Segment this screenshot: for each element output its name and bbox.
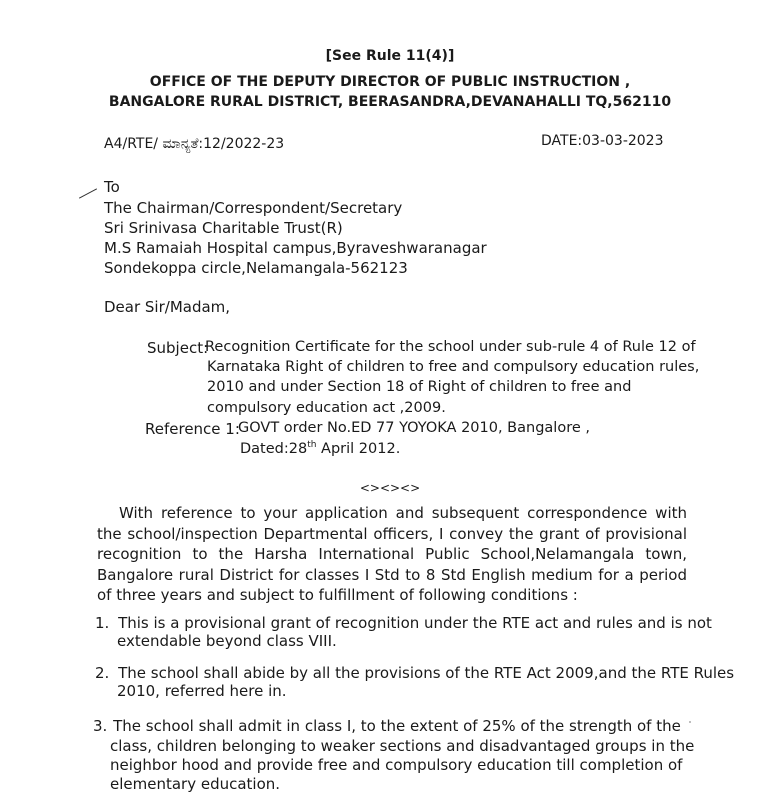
reference-order: GOVT order No.ED 77 YOYOKA 2010, Bangalore , bbox=[238, 420, 590, 436]
condition-continuation: neighbor hood and provide free and compulsory education till completion of bbox=[110, 756, 683, 774]
reference-dated-suffix: April 2012. bbox=[316, 440, 401, 457]
condition-continuation: class, children belonging to weaker sections and disadvantaged groups in the bbox=[110, 737, 695, 755]
tick-mark bbox=[79, 188, 97, 198]
condition-number: 3. bbox=[93, 717, 108, 735]
condition-continuation: elementary education. bbox=[110, 775, 281, 793]
reference-label: Reference 1: bbox=[145, 420, 240, 438]
reference-dated-sup: th bbox=[307, 440, 317, 450]
condition-number: 2. bbox=[95, 664, 110, 682]
letter-date: DATE:03-03-2023 bbox=[541, 133, 664, 149]
addressee-line: The Chairman/Correspondent/Secretary bbox=[104, 199, 403, 217]
subject-line: Recognition Certificate for the school under sub-rule 4 of Rule 12 of bbox=[205, 339, 696, 355]
condition-item bbox=[93, 715, 681, 737]
office-title-line1: OFFICE OF THE DEPUTY DIRECTOR OF PUBLIC INSTRUCTION , bbox=[149, 74, 631, 90]
condition-text: The school shall admit in class I, to the extent of 25% of the strength of the bbox=[113, 717, 681, 735]
reference-dated bbox=[240, 440, 400, 457]
addressee-line: Sri Srinivasa Charitable Trust(R) bbox=[104, 219, 343, 237]
to-label: To bbox=[104, 178, 120, 196]
condition-text: This is a provisional grant of recognition under the RTE act and rules and is not bbox=[118, 614, 712, 632]
scan-speck bbox=[689, 721, 691, 723]
addressee-line: M.S Ramaiah Hospital campus,Byraveshwaranagar bbox=[104, 239, 487, 257]
reference-number: A4/RTE/ ಮಾನ್ಯತೆ:12/2022-23 bbox=[104, 136, 285, 152]
subject-line: Karnataka Right of children to free and compulsory education rules, bbox=[207, 359, 700, 375]
subject-line: 2010 and under Section 18 of Right of children to free and bbox=[207, 379, 632, 395]
rule-reference: [See Rule 11(4)] bbox=[325, 48, 455, 64]
section-separator: <><><> bbox=[359, 481, 421, 495]
salutation: Dear Sir/Madam, bbox=[104, 298, 231, 316]
condition-continuation: 2010, referred here in. bbox=[117, 682, 287, 700]
office-title-line2: BANGALORE RURAL DISTRICT, BEERASANDRA,DEVANAHALLI TQ,562110 bbox=[108, 94, 672, 110]
condition-continuation: extendable beyond class VIII. bbox=[117, 632, 337, 650]
body-paragraph: With reference to your application and subsequent correspondence with the school/inspection Departmental officers, I convey the grant of provisional recognition to the Harsha International Public School,Nelamangala town, Bangalore rural District for classes I Std to 8 Std English medium for a period of three years and subject to fulfillment of following conditions : bbox=[97, 504, 687, 604]
subject-line: compulsory education act ,2009. bbox=[207, 400, 446, 416]
condition-text: The school shall abide by all the provisions of the RTE Act 2009,and the RTE Rules bbox=[118, 664, 735, 682]
condition-number: 1. bbox=[95, 614, 110, 632]
reference-dated-prefix: Dated:28 bbox=[240, 440, 308, 457]
addressee-line: Sondekoppa circle,Nelamangala-562123 bbox=[104, 259, 408, 277]
subject-label: Subject: bbox=[147, 339, 209, 357]
